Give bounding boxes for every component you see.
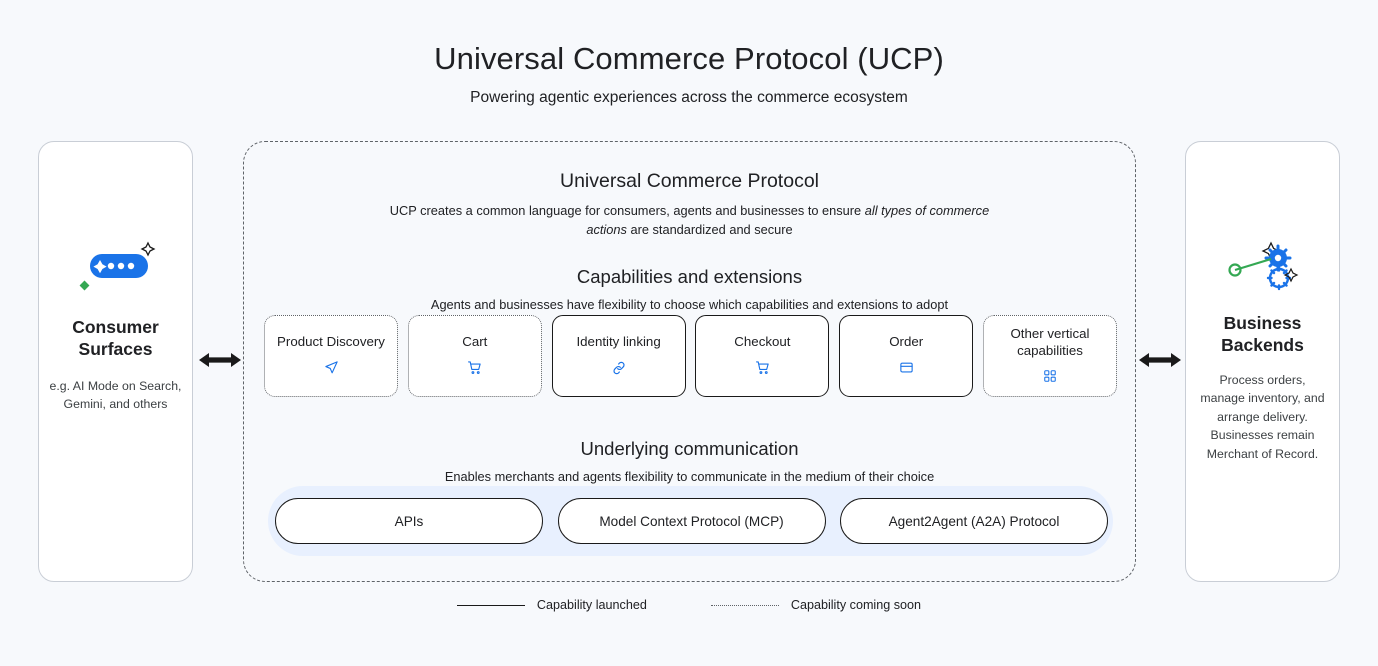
shopping-cart-icon <box>755 360 770 376</box>
consumer-surfaces-panel <box>38 141 193 582</box>
capabilities-title: Capabilities and extensions <box>576 266 803 287</box>
dotted-line-icon <box>711 605 779 606</box>
ucp-title: Universal Commerce Protocol <box>560 170 819 192</box>
left-right-arrow-icon <box>196 345 244 375</box>
legend <box>0 598 1378 612</box>
ucp-container <box>243 141 1136 582</box>
page-title: Universal Commerce Protocol (UCP) <box>434 41 944 76</box>
capability-card-order[interactable] <box>839 315 973 397</box>
capability-card-identity-linking[interactable] <box>552 315 686 397</box>
capability-card-label: Other vertical capabilities <box>1010 325 1090 358</box>
business-backends-panel <box>1185 141 1340 582</box>
business-panel-title: Business Backends <box>1221 313 1304 356</box>
shopping-cart-icon <box>467 360 482 376</box>
consumer-panel-description: e.g. AI Mode on Search, Gemini, and others <box>49 378 182 412</box>
communication-title: Underlying communication <box>580 438 799 459</box>
gear-network-icon <box>1223 232 1303 302</box>
capability-card-product-discovery[interactable] <box>264 315 398 397</box>
capability-card-label: Product Discovery <box>277 334 385 350</box>
link-icon <box>611 360 627 376</box>
capability-cards <box>264 315 1117 397</box>
send-arrow-icon <box>324 360 339 376</box>
receipt-icon <box>899 360 914 376</box>
legend-item-launched <box>457 598 647 612</box>
ucp-description-part1: UCP creates a common language for consumers, agents and businesses to ensure <box>389 203 865 218</box>
communication-pill-apis[interactable]: APIs <box>275 498 543 544</box>
solid-line-icon <box>457 605 525 606</box>
ucp-description-emphasis: all types of commerce actions <box>586 203 990 238</box>
page-subtitle: Powering agentic experiences across the commerce ecosystem <box>470 89 908 107</box>
capability-card-cart[interactable] <box>408 315 542 397</box>
header <box>0 40 1378 107</box>
communication-pill-a2a[interactable]: Agent2Agent (A2A) Protocol <box>840 498 1108 544</box>
ucp-heading-block <box>244 170 1135 239</box>
communication-heading-block <box>244 438 1135 486</box>
legend-label-launched: Capability launched <box>536 598 647 612</box>
capability-card-checkout[interactable] <box>695 315 829 397</box>
grid-dots-icon <box>1043 368 1057 384</box>
legend-item-coming-soon <box>711 598 921 612</box>
capability-card-label: Checkout <box>734 334 791 350</box>
ucp-description <box>380 201 1000 239</box>
capabilities-subtitle: Agents and businesses have flexibility to choose which capabilities and extensions to adopt <box>430 297 949 312</box>
consumer-panel-title: Consumer Surfaces <box>72 317 159 360</box>
capabilities-heading-block <box>244 266 1135 314</box>
chat-bubble-sparkle-icon <box>76 232 156 302</box>
communication-subtitle: Enables merchants and agents flexibility to communicate in the medium of their choice <box>444 469 935 484</box>
legend-label-coming-soon: Capability coming soon <box>790 598 922 612</box>
communication-pill-mcp[interactable]: Model Context Protocol (MCP) <box>558 498 826 544</box>
capability-card-other-vertical[interactable] <box>983 315 1117 397</box>
capability-card-label: Cart <box>462 334 488 350</box>
business-panel-description: Process orders, manage inventory, and arrange delivery. Businesses remain Merchant of Record. <box>1200 372 1325 461</box>
left-right-arrow-icon <box>1136 345 1184 375</box>
capability-card-label: Order <box>889 334 924 350</box>
communication-pills <box>275 498 1108 544</box>
ucp-description-part2: are standardized and secure <box>626 222 793 238</box>
capability-card-label: Identity linking <box>576 334 661 350</box>
